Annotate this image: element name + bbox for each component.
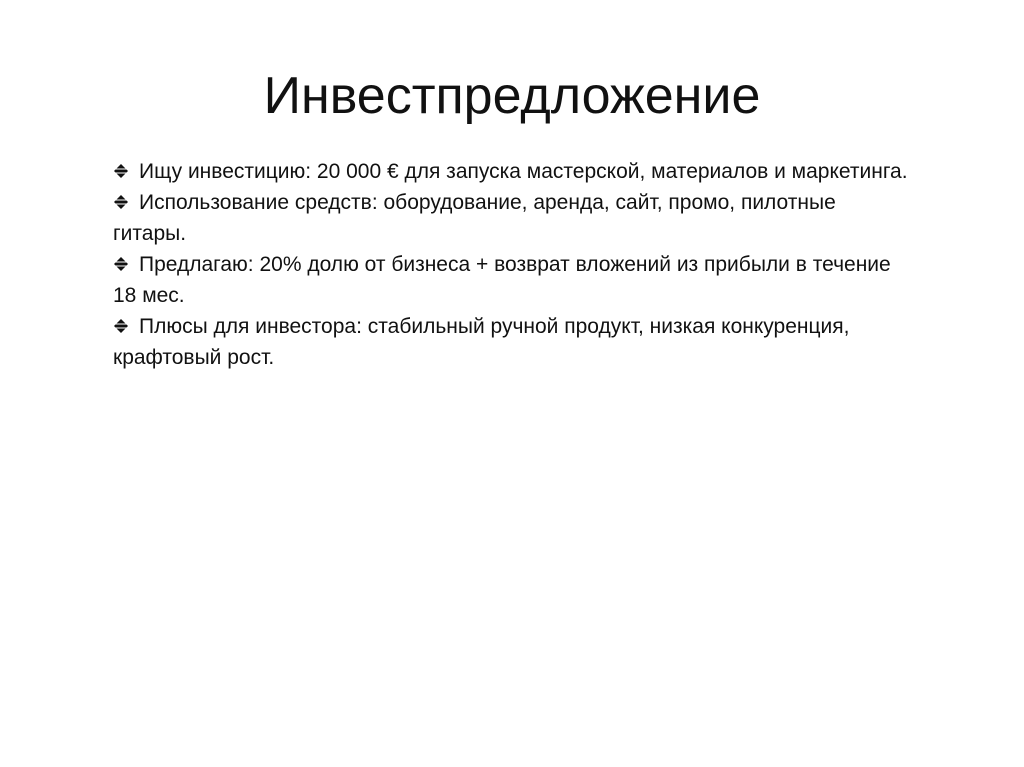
bullet-text: Использование средств: оборудование, аренда, сайт, промо, пилотные гитары. bbox=[113, 191, 836, 245]
diamond-bullet-icon bbox=[113, 194, 129, 210]
bullet-item bbox=[113, 187, 913, 249]
slide-title: Инвестпредложение bbox=[263, 67, 761, 125]
diamond-bullet-icon bbox=[113, 163, 129, 179]
bullet-text: Плюсы для инвестора: стабильный ручной продукт, низкая конкуренция, крафтовый рост. bbox=[113, 315, 850, 369]
diamond-bullet-icon bbox=[113, 256, 129, 272]
bullet-item bbox=[113, 156, 913, 187]
bullet-list bbox=[113, 156, 913, 373]
bullet-item bbox=[113, 311, 913, 373]
bullet-text: Предлагаю: 20% долю от бизнеса + возврат вложений из прибыли в течение 18 мес. bbox=[113, 253, 891, 307]
bullet-text: Ищу инвестицию: 20 000 € для запуска мастерской, материалов и маркетинга. bbox=[139, 160, 908, 183]
diamond-bullet-icon bbox=[113, 318, 129, 334]
bullet-item bbox=[113, 249, 913, 311]
